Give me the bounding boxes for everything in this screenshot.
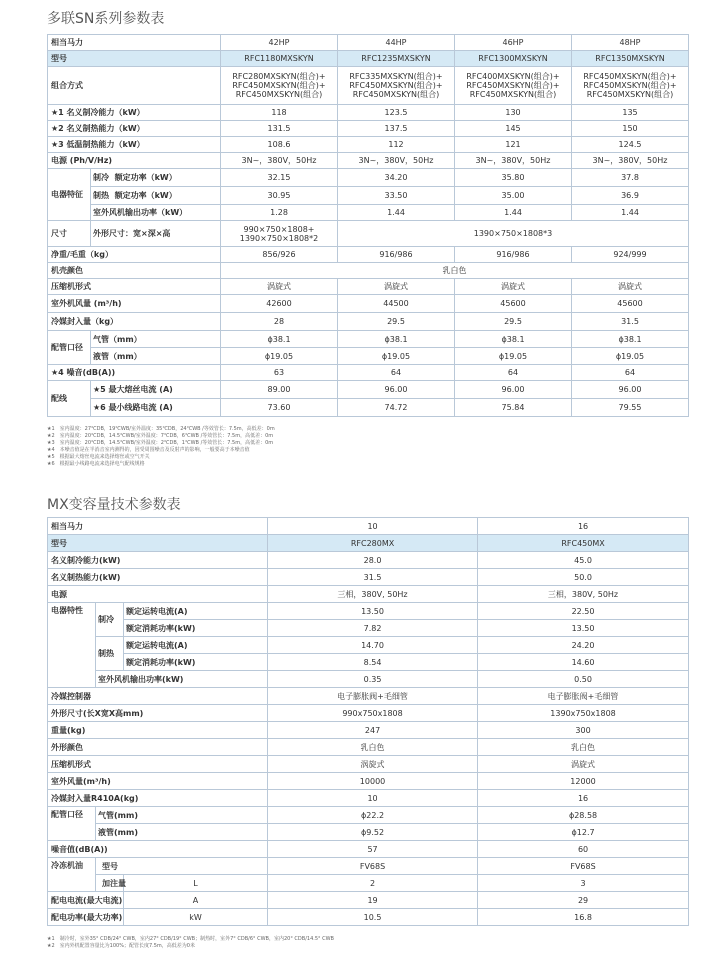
note: ★1 室内温度：27℃DB，19℃WB/室外温度：35℃DB，24℃WB /等效管长：7.5m，高低差：0m [47, 426, 275, 432]
cell: RFC1350MXSKYN [572, 51, 689, 67]
sub-label-heat: 制热 [96, 637, 124, 671]
row-label-power: 电源 [48, 586, 268, 603]
cell: 916/986 [338, 247, 455, 263]
cell: 44HP [338, 35, 455, 51]
cell-combo: RFC280MXSKYN(组合)+ RFC450MXSKYN(组合)+ RFC450MXSKYN(组合) [221, 67, 338, 105]
cell: 16 [478, 518, 689, 535]
cell: ϕ9.52 [268, 824, 478, 841]
cell: 130 [455, 105, 572, 121]
cell-combo: RFC450MXSKYN(组合)+ RFC450MXSKYN(组合)+ RFC450MXSKYN(组合) [572, 67, 689, 105]
row-label-comp: 压缩机形式 [48, 279, 221, 295]
cell: 42600 [221, 295, 338, 313]
cell: 64 [572, 365, 689, 381]
sub-label-cool: 制冷 [96, 603, 124, 637]
row-label-model: 型号 [48, 51, 221, 67]
note: ★2 室内外机配置容量比为100%；配管长度7.5m，高低差为0米 [47, 943, 195, 949]
cell: 16 [478, 790, 689, 807]
table2-title: MX变容量技术参数表 [47, 497, 181, 513]
cell: 46HP [455, 35, 572, 51]
cell: 电子膨胀阀+毛细管 [268, 688, 478, 705]
cell: 64 [338, 365, 455, 381]
cell: 121 [455, 137, 572, 153]
cell: 1.28 [221, 205, 338, 221]
cell: 涡旋式 [268, 756, 478, 773]
cell: 0.50 [478, 671, 689, 688]
row-label-heat: ★2 名义制热能力（kW） [48, 121, 221, 137]
cell: 75.84 [455, 399, 572, 417]
sub-label-oil-add: 加注量 [96, 875, 124, 892]
cell: 3N~，380V，50Hz [338, 153, 455, 169]
cell: 16.8 [478, 909, 689, 926]
cell: 乳白色 [478, 739, 689, 756]
row-label-noise: 噪音值(dB(A)) [48, 841, 268, 858]
cell-color: 乳白色 [221, 263, 689, 279]
cell: 13.50 [478, 620, 689, 637]
cell: 1.44 [338, 205, 455, 221]
row-label-lowheat: ★3 低温制热能力（kW） [48, 137, 221, 153]
mx-spec-table [47, 517, 689, 926]
cell: 三相，380V, 50Hz [478, 586, 689, 603]
row-label-elec: 电器特征 [48, 169, 91, 221]
note: ★5 根据最大熔丝电流来选择熔丝或空气开关 [47, 454, 150, 460]
cell: RFC1235MXSKYN [338, 51, 455, 67]
cell: RFC280MX [268, 535, 478, 552]
cell: 924/999 [572, 247, 689, 263]
cell: 112 [338, 137, 455, 153]
cell: 96.00 [572, 381, 689, 399]
sn-series-spec-table [47, 34, 689, 417]
cell: 12000 [478, 773, 689, 790]
cell: 28 [221, 313, 338, 331]
cell: 35.80 [455, 169, 572, 187]
row-label-size: 尺寸 [48, 221, 91, 247]
cell: 89.00 [221, 381, 338, 399]
cell: 137.5 [338, 121, 455, 137]
cell: 856/926 [221, 247, 338, 263]
row-label-hp: 相当马力 [48, 35, 221, 51]
note: ★6 根据最小线路电流来选择电气配线规格 [47, 461, 145, 467]
row-label-model: 型号 [48, 535, 268, 552]
cell: 电子膨胀阀+毛细管 [478, 688, 689, 705]
cell: 32.15 [221, 169, 338, 187]
cell: 50.0 [478, 569, 689, 586]
row-label-noise: ★4 噪音(dB(A)) [48, 365, 221, 381]
cell: ϕ38.1 [455, 331, 572, 348]
cell: RFC1180MXSKYN [221, 51, 338, 67]
unit-cell: L [124, 875, 268, 892]
cell: 150 [572, 121, 689, 137]
cell: 1.44 [455, 205, 572, 221]
row-label-combo: 组合方式 [48, 67, 221, 105]
cell: 3 [478, 875, 689, 892]
cell: 0.35 [268, 671, 478, 688]
row-label-wire: 配线 [48, 381, 91, 417]
cell: 10 [268, 790, 478, 807]
sub-label-liquid: 液管（mm） [91, 348, 221, 365]
row-label-cool: ★1 名义制冷能力（kW） [48, 105, 221, 121]
sub-label-fuse: ★5 最大熔丝电流 (A) [91, 381, 221, 399]
cell: 48HP [572, 35, 689, 51]
cell: 108.6 [221, 137, 338, 153]
cell: 19 [268, 892, 478, 909]
sub-label-fan: 室外风机输出功率(kW) [96, 671, 268, 688]
cell: 135 [572, 105, 689, 121]
cell: 7.82 [268, 620, 478, 637]
cell: 10 [268, 518, 478, 535]
cell: ϕ22.2 [268, 807, 478, 824]
cell: 29.5 [338, 313, 455, 331]
cell: 916/986 [455, 247, 572, 263]
cell: 3N~，380V，50Hz [455, 153, 572, 169]
cell: 34.20 [338, 169, 455, 187]
row-label-color: 机壳颜色 [48, 263, 221, 279]
cell: 96.00 [338, 381, 455, 399]
row-label-refrig: 冷媒封入量（kg） [48, 313, 221, 331]
row-label-airflow: 室外机风量 (m³/h) [48, 295, 221, 313]
sub-label-heat-rated: 制热 额定功率（kW） [91, 187, 221, 205]
cell: 3N~，380V，50Hz [572, 153, 689, 169]
cell: 73.60 [221, 399, 338, 417]
row-label-color: 外形颜色 [48, 739, 268, 756]
unit-cell: A [124, 892, 268, 909]
cell: 45600 [572, 295, 689, 313]
row-label-refrig: 冷媒封入量R410A(kg) [48, 790, 268, 807]
cell: 131.5 [221, 121, 338, 137]
sub-label-power-consumption: 额定消耗功率(kW) [124, 654, 268, 671]
cell-size-rest: 1390×750×1808*3 [338, 221, 689, 247]
row-label-cool: 名义制冷能力(kW) [48, 552, 268, 569]
row-label-elec: 电器特性 [48, 603, 96, 688]
cell: 涡旋式 [221, 279, 338, 295]
row-label-maxpow: 配电功率(最大功率) [48, 909, 124, 926]
cell: 涡旋式 [338, 279, 455, 295]
cell: ϕ12.7 [478, 824, 689, 841]
row-label-comp: 压缩机形式 [48, 756, 268, 773]
sub-label-size: 外形尺寸：宽×深×高 [91, 221, 221, 247]
cell: 57 [268, 841, 478, 858]
cell: 44500 [338, 295, 455, 313]
cell: 42HP [221, 35, 338, 51]
sub-label-gas: 气管（mm） [91, 331, 221, 348]
cell: 96.00 [455, 381, 572, 399]
cell: 79.55 [572, 399, 689, 417]
cell: 10.5 [268, 909, 478, 926]
sub-label-liquid: 液管(mm) [96, 824, 268, 841]
cell: 74.72 [338, 399, 455, 417]
table1-notes [47, 426, 687, 468]
cell: ϕ28.58 [478, 807, 689, 824]
cell: ϕ19.05 [221, 348, 338, 365]
cell: 8.54 [268, 654, 478, 671]
cell: 60 [478, 841, 689, 858]
cell: 13.50 [268, 603, 478, 620]
cell: 45600 [455, 295, 572, 313]
cell: 31.5 [572, 313, 689, 331]
sub-label-fan: 室外风机输出功率（kW） [91, 205, 221, 221]
cell: FV68S [268, 858, 478, 875]
cell: ϕ38.1 [221, 331, 338, 348]
sub-label-current: 额定运转电流(A) [124, 603, 268, 620]
cell: 30.95 [221, 187, 338, 205]
cell: 37.8 [572, 169, 689, 187]
cell: 乳白色 [268, 739, 478, 756]
cell: 990x750x1808 [268, 705, 478, 722]
row-label-pipe: 配管口径 [48, 807, 96, 841]
sub-label-cool-rated: 制冷 额定功率（kW） [91, 169, 221, 187]
cell: 涡旋式 [572, 279, 689, 295]
sub-label-oil-model: 型号 [96, 858, 268, 875]
cell: 124.5 [572, 137, 689, 153]
cell: 22.50 [478, 603, 689, 620]
cell: 123.5 [338, 105, 455, 121]
cell: FV68S [478, 858, 689, 875]
row-label-maxcur: 配电电流(最大电流) [48, 892, 124, 909]
table1-title: 多联SN系列参数表 [47, 11, 165, 27]
cell: 2 [268, 875, 478, 892]
cell: 涡旋式 [478, 756, 689, 773]
row-label-power: 电源 (Ph/V/Hz) [48, 153, 221, 169]
note: ★4 本噪音值是在半消音室内测得的，因受周围噪音及反射声的影响，一般要高于本噪音值 [47, 447, 250, 453]
cell: 3N~，380V，50Hz [221, 153, 338, 169]
cell: ϕ19.05 [455, 348, 572, 365]
row-label-weight: 净重/毛重（kg） [48, 247, 221, 263]
row-label-size: 外形尺寸(长X宽X高mm) [48, 705, 268, 722]
cell: 三相，380V, 50Hz [268, 586, 478, 603]
sub-label-power-consumption: 额定消耗功率(kW) [124, 620, 268, 637]
cell: ϕ19.05 [338, 348, 455, 365]
cell: 118 [221, 105, 338, 121]
table2-notes [47, 936, 687, 950]
cell: 29.5 [455, 313, 572, 331]
row-label-heat: 名义制热能力(kW) [48, 569, 268, 586]
cell: 10000 [268, 773, 478, 790]
cell: 14.70 [268, 637, 478, 654]
cell: 1390x750x1808 [478, 705, 689, 722]
sub-label-current: 额定运转电流(A) [124, 637, 268, 654]
cell: 145 [455, 121, 572, 137]
sub-label-min: ★6 最小线路电流 (A) [91, 399, 221, 417]
cell: 24.20 [478, 637, 689, 654]
row-label-weight: 重量(kg) [48, 722, 268, 739]
cell: ϕ38.1 [338, 331, 455, 348]
cell: 涡旋式 [455, 279, 572, 295]
cell: ϕ38.1 [572, 331, 689, 348]
cell: 29 [478, 892, 689, 909]
cell: 63 [221, 365, 338, 381]
cell-size-first: 990×750×1808+ 1390×750×1808*2 [221, 221, 338, 247]
row-label-oil: 冷冻机油 [48, 858, 96, 892]
cell: 28.0 [268, 552, 478, 569]
cell: ϕ19.05 [572, 348, 689, 365]
cell: RFC1300MXSKYN [455, 51, 572, 67]
cell: 300 [478, 722, 689, 739]
row-label-ctrl: 冷媒控制器 [48, 688, 268, 705]
sub-label-gas: 气管(mm) [96, 807, 268, 824]
cell: 64 [455, 365, 572, 381]
cell: 33.50 [338, 187, 455, 205]
cell-combo: RFC335MXSKYN(组合)+ RFC450MXSKYN(组合)+ RFC450MXSKYN(组合) [338, 67, 455, 105]
note: ★1 制冷时，室外35° CDB/24° CWB，室内27° CDB/19° CWB；制热时，室外7° CDB/6° CWB，室内20° CDB/14.5° CWB [47, 936, 334, 942]
note: ★2 室内温度：20℃DB，14.5℃WB/室外温度：7℃DB，6℃WB /等效管长：7.5m，高低差：0m [47, 433, 274, 439]
cell-combo: RFC400MXSKYN(组合)+ RFC450MXSKYN(组合)+ RFC450MXSKYN(组合) [455, 67, 572, 105]
cell: 45.0 [478, 552, 689, 569]
cell: 36.9 [572, 187, 689, 205]
row-label-airflow: 室外风量(m³/h) [48, 773, 268, 790]
cell: 35.00 [455, 187, 572, 205]
row-label-pipe: 配管口径 [48, 331, 91, 365]
unit-cell: kW [124, 909, 268, 926]
note: ★3 室内温度：20℃DB，14.5℃WB/室外温度：2℃DB，1℃WB /等效管长：7.5m，高低差：0m [47, 440, 274, 446]
cell: RFC450MX [478, 535, 689, 552]
row-label-hp: 相当马力 [48, 518, 268, 535]
cell: 247 [268, 722, 478, 739]
cell: 31.5 [268, 569, 478, 586]
cell: 14.60 [478, 654, 689, 671]
cell: 1.44 [572, 205, 689, 221]
